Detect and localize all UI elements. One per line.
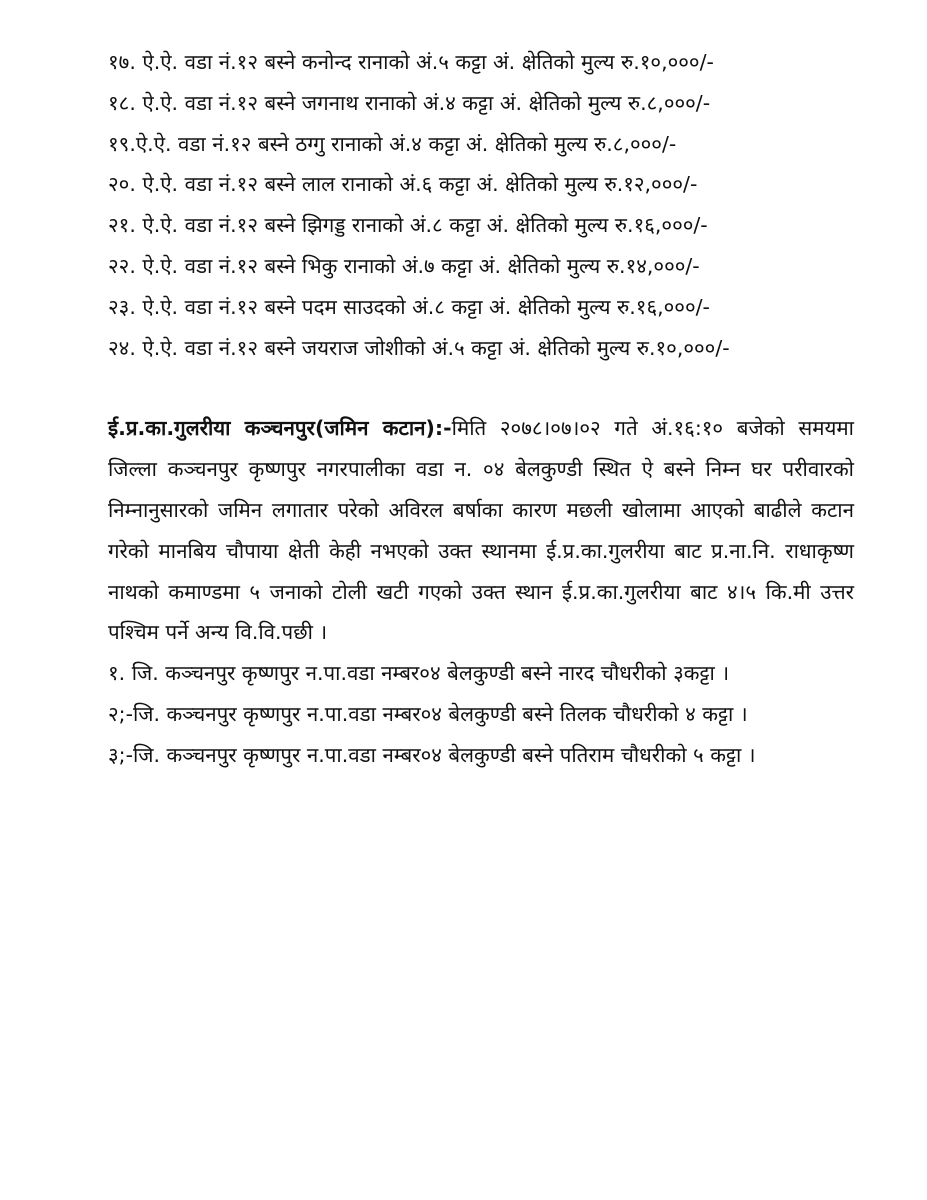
list-item: १८. ऐ.ऐ. वडा नं.१२ बस्ने जगनाथ रानाको अं.४ कट्टा अं. क्षेतिको मुल्य रु.८,०००/- [108,90,711,115]
list-item: २२. ऐ.ऐ. वडा नं.१२ बस्ने भिकु रानाको अं.७ कट्टा अं. क्षेतिको मुल्य रु.१४,०००/- [108,253,700,278]
list-item: २;-जि. कञ्चनपुर कृष्णपुर न.पा.वडा नम्बर०४ बेलकुण्डी बस्ने तिलक चौधरीको ४ कट्टा । [108,701,748,726]
list-item: २०. ऐ.ऐ. वडा नं.१२ बस्ने लाल रानाको अं.६ कट्टा अं. क्षेतिको मुल्य रु.१२,०००/- [108,172,698,197]
list-item: २४. ऐ.ऐ. वडा नं.१२ बस्ने जयराज जोशीको अं.५ कट्टा अं. क्षेतिको मुल्य रु.१०,०००/- [108,335,730,360]
section-gap [108,368,854,408]
list-item: १९.ऐ.ऐ. वडा नं.१२ बस्ने ठग्गु रानाको अं.४ कट्टा अं. क्षेतिको मुल्य रु.८,०००/- [108,131,677,156]
list-item: १७. ऐ.ऐ. वडा नं.१२ बस्ने कनोन्द रानाको अं.५ कट्टा अं. क्षेतिको मुल्य रु.१०,०००/- [108,50,714,74]
report-paragraph [108,408,854,653]
list-item: १. जि. कञ्चनपुर कृष्णपुर न.पा.वडा नम्बर०४ बेलकुण्डी बस्ने नारद चौधरीको ३कट्टा । [108,661,730,686]
document-page [108,42,854,776]
list-item: ३;-जि. कञ्चनपुर कृष्णपुर न.पा.वडा नम्बर०४ बेलकुण्डी बस्ने पतिराम चौधरीको ५ कट्टा । [108,742,756,767]
list-item: २३. ऐ.ऐ. वडा नं.१२ बस्ने पदम साउदको अं.८ कट्टा अं. क्षेतिको मुल्य रु.१६,०००/- [108,294,710,319]
list-item: २१. ऐ.ऐ. वडा नं.१२ बस्ने झिगड्ड रानाको अं.८ कट्टा अं. क्षेतिको मुल्य रु.१६,०००/- [108,213,708,238]
report-heading: ई.प्र.का.गुलरीया कञ्चनपुर(जमिन कटान):- [108,416,452,441]
report-body: मिति २०७८।०७।०२ गते अं.१६:१० बजेको समयमा जिल्ला कञ्चनपुर कृष्णपुर नगरपालीका वडा न. ०४ बेलकुण्डी स्थित ऐ बस्ने निम्न घर परीवारको निम्नानुसारको जमिन लगातार परेको अविरल बर्षाका कारण मछली खोलामा आएको बाढीले कटान गरेको मानबिय चौपाया क्षेती केही नभएको उक्त स्थानमा ई.प्र.का.गुलरीया बाट प्र.ना.नि. राधाकृष्ण नाथको कमाण्डमा ५ जनाको टोली खटी गएको उक्त स्थान ई.प्र.का.गुलरीया बाट ४।५ कि.मी उत्तर पश्चिम पर्ने अन्य वि.वि.पछी । [108,416,854,645]
